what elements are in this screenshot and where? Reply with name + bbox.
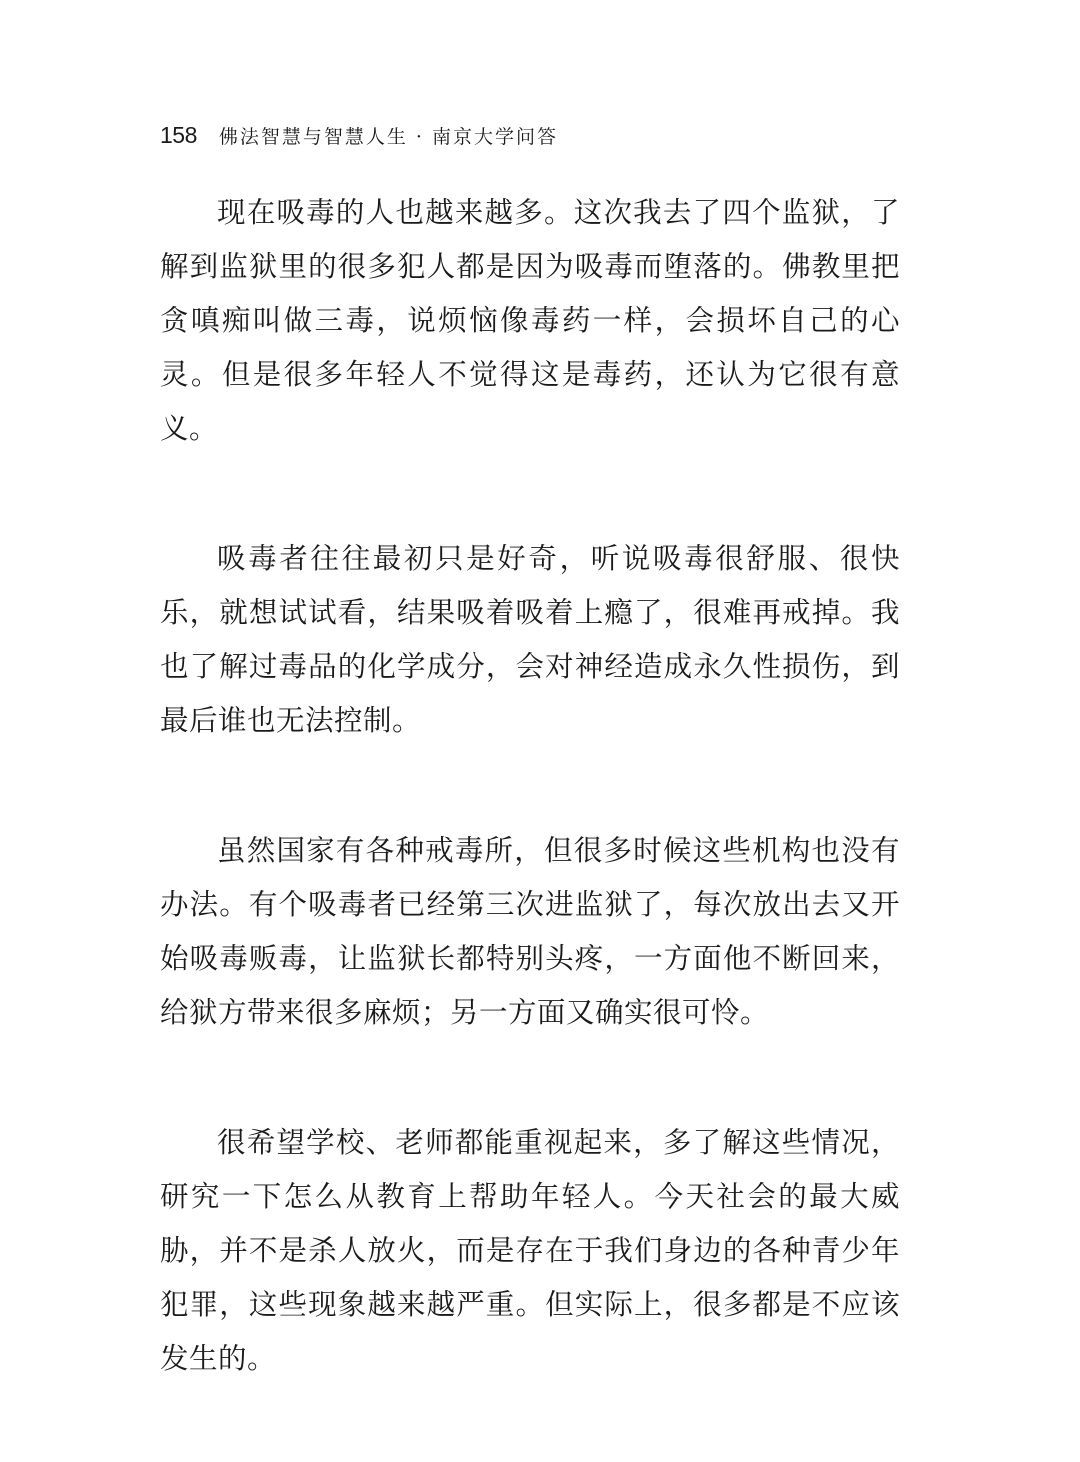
page-number: 158 bbox=[160, 122, 197, 148]
running-head bbox=[160, 122, 558, 158]
paragraph-1: 现在吸毒的人也越来越多。这次我去了四个监狱，了解到监狱里的很多犯人都是因为吸毒而堕落的。佛教里把贪嗔痴叫做三毒，说烦恼像毒药一样，会损坏自己的心灵。但是很多年轻人不觉得这是毒药，还认为它很有意义。 bbox=[160, 196, 900, 445]
book-title: 佛法智慧与智慧人生 · 南京大学问答 bbox=[218, 126, 558, 148]
paragraph-4: 很希望学校、老师都能重视起来，多了解这些情况，研究一下怎么从教育上帮助年轻人。今天社会的最大威胁，并不是杀人放火，而是存在于我们身边的各种青少年犯罪，这些现象越来越严重。但实际上，很多都是不应该发生的。 bbox=[160, 1126, 900, 1375]
body-text bbox=[160, 186, 900, 1462]
paragraph-3: 虽然国家有各种戒毒所，但很多时候这些机构也没有办法。有个吸毒者已经第三次进监狱了，每次放出去又开始吸毒贩毒，让监狱长都特别头疼，一方面他不断回来，给狱方带来很多麻烦；另一方面又确实很可怜。 bbox=[160, 834, 900, 1029]
paragraph-2: 吸毒者往往最初只是好奇，听说吸毒很舒服、很快乐，就想试试看，结果吸着吸着上瘾了，很难再戒掉。我也了解过毒品的化学成分，会对神经造成永久性损伤，到最后谁也无法控制。 bbox=[160, 542, 900, 737]
